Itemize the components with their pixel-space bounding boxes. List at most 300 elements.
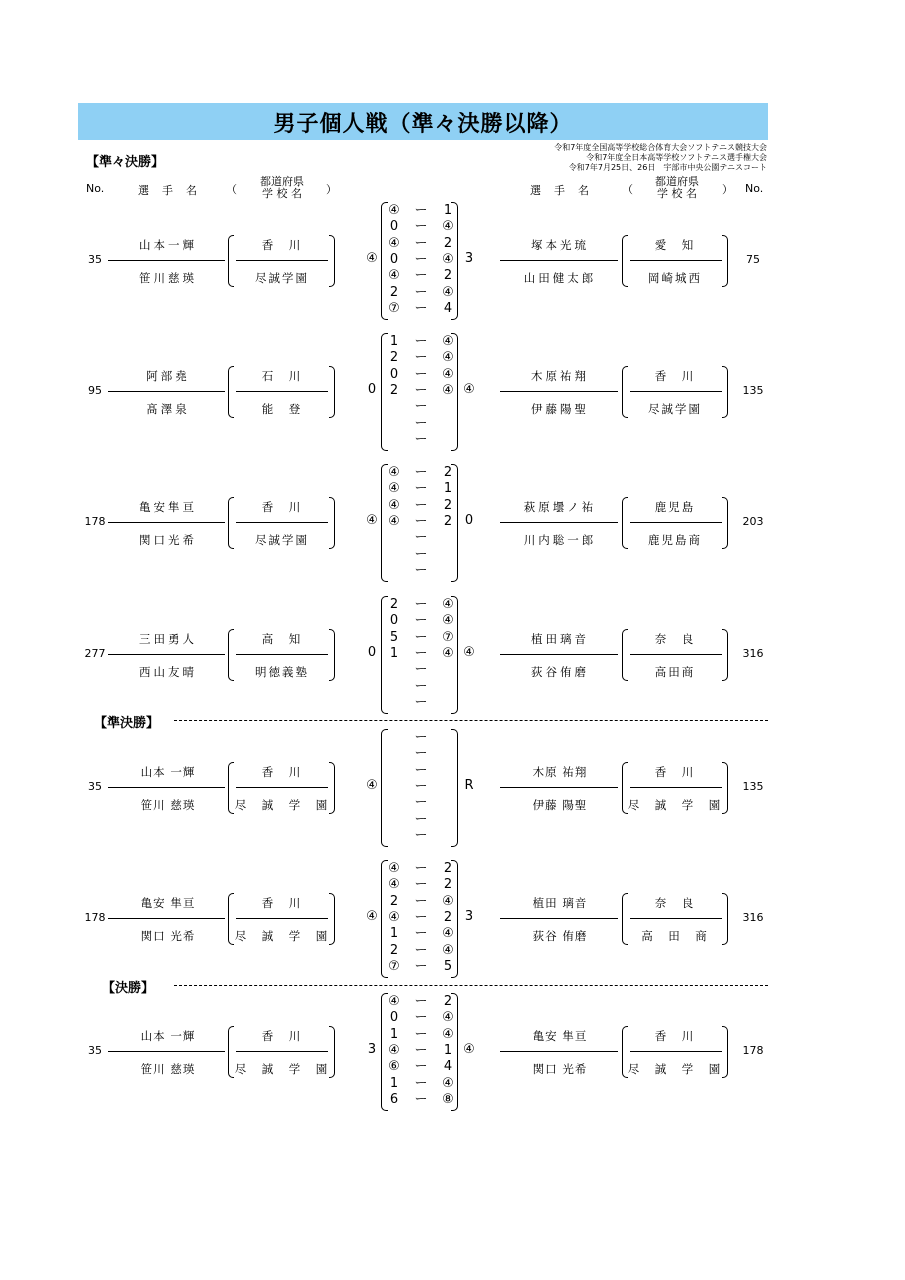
game-score-row: [383, 432, 459, 448]
pair-line: [108, 1051, 225, 1052]
game-score-right: ④: [442, 251, 454, 267]
game-dash: ー: [414, 1075, 428, 1091]
pair-line: [500, 654, 618, 655]
school-name: 岡崎城西: [648, 271, 702, 285]
entry-number: 35: [88, 253, 102, 266]
game-score-left: 0: [389, 1010, 399, 1026]
affiliation-line: [630, 522, 722, 523]
affiliation-line: [630, 260, 722, 261]
game-score-row: [383, 399, 459, 415]
game-score-row: [383, 597, 459, 613]
player-name: 萩原壜ノ祐: [523, 500, 597, 514]
game-dash: ー: [414, 481, 428, 497]
game-score-row: [383, 746, 459, 762]
pair-line: [108, 787, 225, 788]
game-dash: ー: [414, 465, 428, 480]
game-dash: ー: [414, 694, 428, 710]
prefecture: 奈 良: [654, 632, 696, 646]
game-score-row: [383, 613, 459, 629]
prefecture: 香 川: [261, 500, 303, 514]
player-name: 阿部堯: [146, 369, 190, 383]
affiliation-line: [630, 654, 722, 655]
game-dash: ー: [414, 909, 428, 925]
game-score-left: ④: [388, 861, 400, 876]
page-title: 男子個人戦（準々決勝以降）: [273, 112, 573, 137]
game-score-row: [383, 926, 459, 942]
col-lparen-right: （: [622, 183, 633, 196]
affiliation-line: [630, 1051, 722, 1052]
game-dash: ー: [414, 893, 428, 909]
game-score-right: ④: [442, 893, 454, 909]
game-score-left: ④: [388, 497, 400, 513]
game-score-row: [383, 236, 459, 252]
game-score-left: 0: [389, 251, 399, 267]
game-score-row: [383, 910, 459, 926]
col-pref-school-left: [246, 176, 318, 200]
col-player-left: 選 手 名: [138, 184, 198, 197]
game-dash: ー: [414, 811, 428, 827]
col-school-left: 学 校 名: [262, 187, 302, 200]
game-score-right: 1: [443, 1042, 453, 1058]
affiliation-line: [630, 918, 722, 919]
match-result: ④: [463, 645, 475, 660]
school-name: 尽 誠 学 園: [234, 929, 330, 943]
game-score-row: [383, 877, 459, 893]
game-score-left: 2: [389, 350, 399, 366]
prefecture: 香 川: [261, 1029, 303, 1043]
col-no-left: No.: [86, 182, 105, 195]
game-score-right: 1: [443, 203, 453, 218]
school-name: 尽 誠 学 園: [627, 798, 723, 812]
player-name: 川内聡一郎: [523, 533, 597, 547]
pair-line: [108, 654, 225, 655]
game-score-right: 2: [443, 861, 453, 876]
game-score-row: [383, 679, 459, 695]
game-score-row: [383, 498, 459, 514]
game-score-left: 5: [389, 629, 399, 645]
game-dash: ー: [414, 399, 428, 415]
affiliation-line: [236, 1051, 328, 1052]
game-dash: ー: [414, 942, 428, 958]
player-name: 山本一輝: [139, 238, 197, 252]
school-name: 尽 誠 学 園: [627, 1062, 723, 1076]
game-score-right: 4: [443, 300, 453, 316]
player-name: 髙澤泉: [146, 402, 190, 416]
match-result: ④: [366, 909, 378, 924]
school-name: 尽 誠 学 園: [234, 798, 330, 812]
col-pref-school-right: [641, 176, 713, 200]
section-divider: [174, 720, 768, 721]
game-score-row: [383, 730, 459, 746]
match-result: ④: [366, 251, 378, 266]
player-name: 塚本光琉: [531, 238, 589, 252]
game-dash: ー: [414, 730, 428, 745]
prefecture: 愛 知: [654, 238, 696, 252]
game-score-left: ④: [388, 877, 400, 893]
entry-number: 35: [88, 1044, 102, 1057]
school-name: 尽誠学園: [255, 271, 309, 285]
game-score-row: [383, 646, 459, 662]
prefecture: 香 川: [261, 896, 303, 910]
match-result: 3: [464, 251, 474, 266]
section-label: 【準決勝】: [94, 716, 160, 731]
game-score-right: 2: [443, 497, 453, 513]
game-dash: ー: [414, 1091, 428, 1107]
school-name: 尽 誠 学 園: [234, 1062, 330, 1076]
player-name: 笹川慈瑛: [139, 271, 197, 285]
school-name: 明徳義塾: [255, 665, 309, 679]
player-name: 関口光希: [139, 533, 197, 547]
game-dash: ー: [414, 203, 428, 218]
col-pref-left: 都道府県: [260, 175, 304, 188]
game-score-row: [383, 828, 459, 844]
match-result: 3: [367, 1042, 377, 1057]
game-score-row: [383, 1027, 459, 1043]
game-score-right: ⑧: [442, 1091, 454, 1107]
game-score-right: 4: [443, 1059, 453, 1075]
game-score-left: 1: [389, 1075, 399, 1091]
game-dash: ー: [414, 382, 428, 398]
game-score-row: [383, 301, 459, 317]
player-name: 山田健太郎: [523, 271, 597, 285]
game-dash: ー: [414, 1026, 428, 1042]
prefecture: 香 川: [654, 369, 696, 383]
game-dash: ー: [414, 746, 428, 762]
col-school-right: 学 校 名: [657, 187, 697, 200]
entry-number: 277: [84, 647, 106, 660]
entry-number: 178: [84, 515, 106, 528]
game-score-right: ④: [442, 366, 454, 382]
game-dash: ー: [414, 778, 428, 794]
game-score-row: [383, 1076, 459, 1092]
affiliation-line: [630, 391, 722, 392]
prefecture: 奈 良: [654, 896, 696, 910]
affiliation-line: [236, 391, 328, 392]
game-score-left: ⑥: [388, 1059, 400, 1075]
game-dash: ー: [414, 350, 428, 366]
player-name: 植田璃音: [531, 632, 589, 646]
game-score-row: [383, 894, 459, 910]
col-no-right: No.: [745, 182, 764, 195]
player-name: 植田 璃音: [532, 896, 588, 910]
player-name: 西山友晴: [139, 665, 197, 679]
game-score-row: [383, 1043, 459, 1059]
game-score-row: [383, 959, 459, 975]
game-score-row: [383, 861, 459, 877]
game-dash: ー: [414, 513, 428, 529]
game-score-left: ⑦: [388, 958, 400, 974]
game-score-left: 1: [389, 334, 399, 349]
game-score-left: ④: [388, 268, 400, 284]
game-score-row: [383, 1092, 459, 1108]
game-score-left: ④: [388, 465, 400, 480]
match-result: R: [464, 778, 474, 793]
game-score-right: 5: [443, 958, 453, 974]
prefecture: 香 川: [654, 1029, 696, 1043]
game-dash: ー: [414, 546, 428, 562]
affiliation-line: [630, 787, 722, 788]
entry-number: 316: [742, 647, 764, 660]
section-label: 【準々決勝】: [86, 155, 165, 170]
game-score-right: 2: [443, 465, 453, 480]
player-name: 荻谷 侑磨: [532, 929, 588, 943]
game-dash: ー: [414, 827, 428, 843]
game-score-left: 2: [389, 893, 399, 909]
section-label: 【決勝】: [102, 981, 155, 996]
pair-line: [500, 918, 618, 919]
entry-number: 95: [88, 384, 102, 397]
school-name: 能 登: [261, 402, 303, 416]
game-score-row: [383, 465, 459, 481]
game-score-left: ④: [388, 1042, 400, 1058]
pair-line: [108, 260, 225, 261]
game-score-left: 2: [389, 597, 399, 612]
affiliation-line: [236, 260, 328, 261]
pair-line: [108, 918, 225, 919]
game-score-row: [383, 943, 459, 959]
player-name: 山本 一輝: [140, 765, 196, 779]
player-name: 荻谷侑磨: [531, 665, 589, 679]
game-score-right: ④: [442, 597, 454, 612]
prefecture: 鹿児島: [654, 500, 696, 514]
game-dash: ー: [414, 235, 428, 251]
game-score-row: [383, 481, 459, 497]
entry-number: 203: [742, 515, 764, 528]
prefecture: 香 川: [261, 765, 303, 779]
game-score-left: 0: [389, 366, 399, 382]
affiliation-line: [236, 918, 328, 919]
section-divider: [174, 985, 768, 986]
player-name: 笹川 慈瑛: [140, 798, 196, 812]
tournament-line-1: 令和7年度全国高等学校総合体育大会ソフトテニス競技大会: [554, 143, 767, 152]
game-score-row: [383, 367, 459, 383]
prefecture: 香 川: [654, 765, 696, 779]
pair-line: [108, 391, 225, 392]
pair-line: [500, 391, 618, 392]
prefecture: 高 知: [261, 632, 303, 646]
game-score-right: ④: [442, 613, 454, 629]
game-score-right: 1: [443, 481, 453, 497]
col-rparen-right: ）: [722, 183, 733, 196]
game-score-left: ④: [388, 513, 400, 529]
player-name: 伊藤陽聖: [531, 402, 589, 416]
affiliation-line: [236, 787, 328, 788]
game-dash: ー: [414, 994, 428, 1009]
game-dash: ー: [414, 562, 428, 578]
game-dash: ー: [414, 877, 428, 893]
game-score-right: ④: [442, 382, 454, 398]
match-result: 0: [464, 513, 474, 528]
entry-number: 35: [88, 780, 102, 793]
game-score-row: [383, 563, 459, 579]
game-score-left: 2: [389, 284, 399, 300]
entry-number: 178: [742, 1044, 764, 1057]
game-score-row: [383, 514, 459, 530]
game-dash: ー: [414, 431, 428, 447]
game-dash: ー: [414, 334, 428, 349]
game-score-row: [383, 630, 459, 646]
game-score-right: 2: [443, 909, 453, 925]
game-score-left: ④: [388, 235, 400, 251]
match-result: ④: [463, 1042, 475, 1057]
game-score-right: ④: [442, 350, 454, 366]
title-banner: [78, 103, 768, 140]
game-score-row: [383, 350, 459, 366]
match-result: 3: [464, 909, 474, 924]
col-player-right: 選 手 名: [530, 184, 590, 197]
game-dash: ー: [414, 284, 428, 300]
game-score-row: [383, 994, 459, 1010]
game-score-row: [383, 795, 459, 811]
game-score-right: ④: [442, 1075, 454, 1091]
game-score-row: [383, 203, 459, 219]
game-score-right: ④: [442, 942, 454, 958]
player-name: 木原祐翔: [531, 369, 589, 383]
game-score-right: ④: [442, 1026, 454, 1042]
player-name: 伊藤 陽聖: [532, 798, 588, 812]
game-dash: ー: [414, 958, 428, 974]
pair-line: [108, 522, 225, 523]
game-score-row: [383, 219, 459, 235]
match-result: 0: [367, 645, 377, 660]
pair-line: [500, 1051, 618, 1052]
game-dash: ー: [414, 219, 428, 235]
player-name: 山本 一輝: [140, 1029, 196, 1043]
tournament-line-2: 令和7年度全日本高等学校ソフトテニス選手権大会: [586, 153, 767, 162]
game-dash: ー: [414, 926, 428, 942]
pair-line: [500, 787, 618, 788]
game-score-right: ④: [442, 645, 454, 661]
game-score-row: [383, 252, 459, 268]
game-score-right: ④: [442, 284, 454, 300]
col-rparen-left: ）: [326, 183, 337, 196]
game-score-left: 1: [389, 926, 399, 942]
affiliation-line: [236, 654, 328, 655]
game-score-row: [383, 285, 459, 301]
venue-line: 令和7年7月25日、26日 宇部市中央公園テニスコート: [568, 163, 767, 172]
game-score-right: 2: [443, 877, 453, 893]
game-score-row: [383, 530, 459, 546]
game-score-row: [383, 547, 459, 563]
entry-number: 75: [746, 253, 760, 266]
game-score-row: [383, 695, 459, 711]
school-name: 尽誠学園: [648, 402, 702, 416]
game-score-right: ④: [442, 1010, 454, 1026]
player-name: 亀安 隼亘: [532, 1029, 588, 1043]
game-dash: ー: [414, 268, 428, 284]
game-score-left: 1: [389, 1026, 399, 1042]
game-score-left: ⑦: [388, 300, 400, 316]
game-dash: ー: [414, 366, 428, 382]
player-name: 関口 光希: [140, 929, 196, 943]
game-score-right: ④: [442, 334, 454, 349]
game-score-row: [383, 1059, 459, 1075]
game-score-row: [383, 779, 459, 795]
col-lparen-left: （: [226, 183, 237, 196]
game-dash: ー: [414, 613, 428, 629]
game-score-right: ⑦: [442, 629, 454, 645]
game-score-left: ④: [388, 481, 400, 497]
game-score-left: 1: [389, 645, 399, 661]
game-score-left: ④: [388, 994, 400, 1009]
game-dash: ー: [414, 530, 428, 546]
game-score-left: 2: [389, 382, 399, 398]
entry-number: 316: [742, 911, 764, 924]
game-score-left: ④: [388, 909, 400, 925]
player-name: 木原 祐翔: [532, 765, 588, 779]
game-score-right: 2: [443, 513, 453, 529]
match-result: ④: [366, 778, 378, 793]
game-score-right: ④: [442, 926, 454, 942]
game-dash: ー: [414, 678, 428, 694]
match-result: ④: [366, 513, 378, 528]
game-score-row: [383, 1010, 459, 1026]
game-dash: ー: [414, 795, 428, 811]
prefecture: 石 川: [261, 369, 303, 383]
game-score-left: 2: [389, 942, 399, 958]
entry-number: 135: [742, 384, 764, 397]
game-score-row: [383, 334, 459, 350]
game-score-left: 0: [389, 219, 399, 235]
game-dash: ー: [414, 1042, 428, 1058]
prefecture: 香 川: [261, 238, 303, 252]
player-name: 三田勇人: [139, 632, 197, 646]
pair-line: [500, 522, 618, 523]
game-dash: ー: [414, 1010, 428, 1026]
game-score-row: [383, 416, 459, 432]
game-dash: ー: [414, 861, 428, 876]
game-dash: ー: [414, 662, 428, 678]
game-score-row: [383, 383, 459, 399]
col-pref-right: 都道府県: [655, 175, 699, 188]
game-dash: ー: [414, 762, 428, 778]
game-dash: ー: [414, 1059, 428, 1075]
school-name: 高田商: [654, 665, 696, 679]
game-dash: ー: [414, 645, 428, 661]
player-name: 関口 光希: [532, 1062, 588, 1076]
game-dash: ー: [414, 300, 428, 316]
entry-number: 178: [84, 911, 106, 924]
game-score-left: ④: [388, 203, 400, 218]
game-score-row: [383, 662, 459, 678]
game-score-row: [383, 763, 459, 779]
player-name: 笹川 慈瑛: [140, 1062, 196, 1076]
school-name: 高 田 商: [641, 929, 709, 943]
game-dash: ー: [414, 497, 428, 513]
match-result: 0: [367, 382, 377, 397]
game-dash: ー: [414, 415, 428, 431]
game-dash: ー: [414, 251, 428, 267]
player-name: 亀安 隼亘: [140, 896, 196, 910]
entry-number: 135: [742, 780, 764, 793]
game-score-left: 0: [389, 613, 399, 629]
school-name: 鹿児島商: [648, 533, 702, 547]
affiliation-line: [236, 522, 328, 523]
game-score-left: 6: [389, 1091, 399, 1107]
game-score-right: 2: [443, 268, 453, 284]
game-score-right: ④: [442, 219, 454, 235]
game-score-right: 2: [443, 235, 453, 251]
game-score-row: [383, 268, 459, 284]
game-dash: ー: [414, 597, 428, 612]
match-result: ④: [463, 382, 475, 397]
game-score-row: [383, 812, 459, 828]
player-name: 亀安隼亘: [139, 500, 197, 514]
school-name: 尽誠学園: [255, 533, 309, 547]
pair-line: [500, 260, 618, 261]
game-dash: ー: [414, 629, 428, 645]
game-score-right: 2: [443, 994, 453, 1009]
